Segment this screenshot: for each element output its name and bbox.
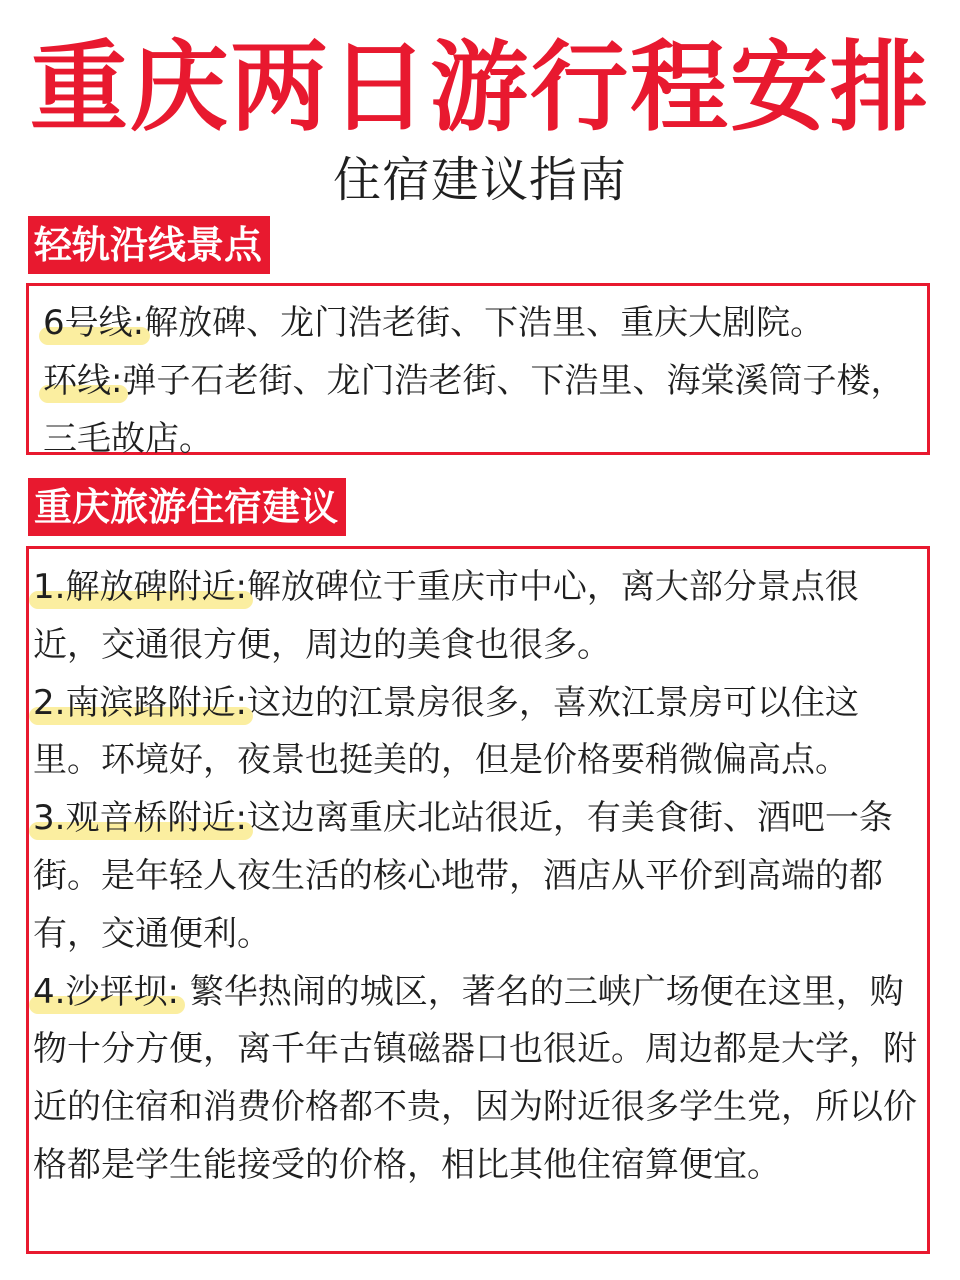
list-item xyxy=(33,964,923,1195)
page-title: 重庆两日游行程安排 xyxy=(29,31,930,145)
item-text: 解放碑、龙门浩老街、下浩里、重庆大剧院。 xyxy=(144,303,825,343)
accommodation-advice-box xyxy=(26,546,930,1254)
list-item xyxy=(43,352,913,468)
section-heading-accommodation: 重庆旅游住宿建议 xyxy=(28,478,346,536)
item-text: 解放碑位于重庆市中心，离大部分景点很近，交通很方便，周边的美食也很多。 xyxy=(33,567,859,665)
list-item xyxy=(33,559,923,675)
item-label: 3.观音桥附近: xyxy=(33,798,247,839)
item-text: 这边的江景房很多，喜欢江景房可以住这里。环境好，夜景也挺美的，但是价格要稍微偏高点。 xyxy=(33,682,859,781)
item-label: 6号线: xyxy=(43,303,145,343)
list-item xyxy=(43,294,913,352)
item-text: 繁华热闹的城区，著名的三峡广场便在这里，购物十分方便，离千年古镇磁器口也很近。周边都是大学，附近的住宿和消费价格都不贵，因为附近很多学生党，所以价格都是学生能接受的价格，相比其他住宿算便宜。 xyxy=(33,971,917,1185)
page-subtitle: 住宿建议指南 xyxy=(332,152,627,208)
item-text: 这边离重庆北站很近，有美食街、酒吧一条街。是年轻人夜生活的核心地带，酒店从平价到高端的都有，交通便利。 xyxy=(33,798,893,954)
item-label: 4.沙坪坝: xyxy=(33,971,179,1012)
item-label: 1.解放碑附近: xyxy=(33,567,247,607)
item-label: 2.南滨路附近: xyxy=(33,682,247,723)
section-heading-light-rail: 轻轨沿线景点 xyxy=(28,216,270,274)
item-text: 弹子石老街、龙门浩老街、下浩里、海棠溪筒子楼，三毛故店。 xyxy=(43,361,905,459)
item-label: 环线: xyxy=(43,361,123,401)
list-item xyxy=(33,790,923,963)
light-rail-attractions-box xyxy=(26,283,930,459)
list-item xyxy=(33,675,923,791)
